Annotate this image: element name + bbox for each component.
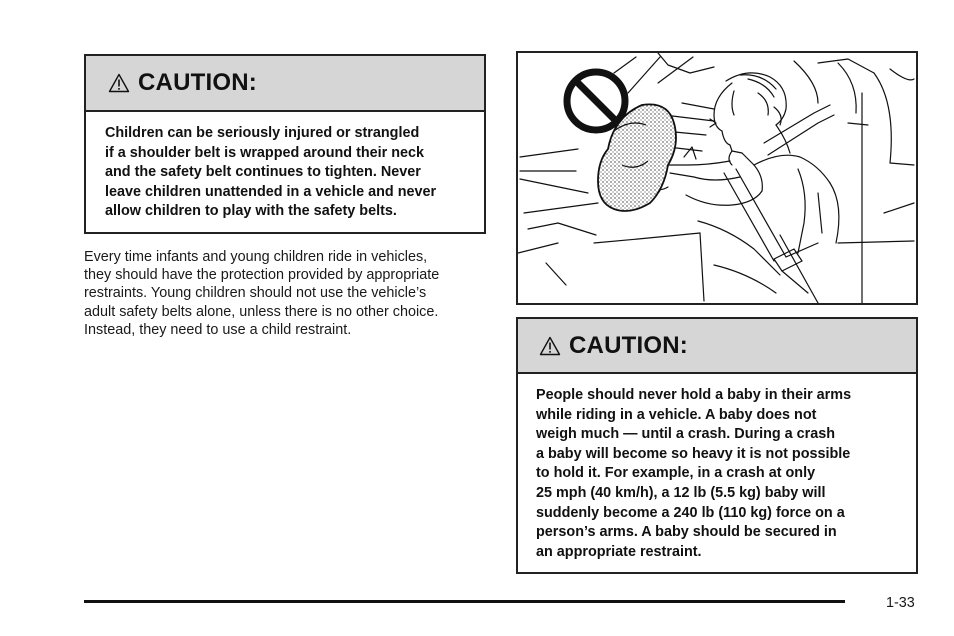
caution-line: a baby will become so heavy it is not possible [536,445,851,462]
body-paragraph [84,248,486,339]
paragraph-line: Every time infants and young children ride in vehicles, [84,249,428,265]
caution-text [518,374,916,562]
caution-line: person’s arms. A baby should be secured in [536,524,837,541]
caution-line: if a shoulder belt is wrapped around their neck [105,144,425,161]
line-art-drawing [518,53,916,303]
caution-line: and the safety belt continues to tighten. Never [105,164,421,181]
caution-line: weigh much — until a crash. During a crash [536,426,836,443]
page-number: 1-33 [886,595,915,611]
paragraph-line: they should have the protection provided by appropriate [84,267,440,284]
caution-line: allow children to play with the safety belts. [105,203,397,220]
caution-line: Children can be seriously injured or strangled [105,125,420,141]
caution-box-holding-baby [516,317,918,574]
caution-line: suddenly become a 240 lb (110 kg) force on a [536,504,845,521]
paragraph-line: Instead, they need to use a child restraint. [84,321,352,338]
caution-line: an appropriate restraint. [536,543,702,560]
warning-triangle-icon [539,336,561,356]
paragraph-line: restraints. Young children should not use the vehicle’s [84,285,427,302]
caution-line: leave children unattended in a vehicle and never [105,183,437,200]
baby-bundle [598,104,676,211]
caution-title: CAUTION: [138,69,257,96]
caution-header [86,56,484,112]
prohibited-icon [567,72,625,130]
warning-triangle-icon [108,73,130,93]
caution-line: while riding in a vehicle. A baby does not [536,406,817,423]
caution-line: 25 mph (40 km/h), a 12 lb (5.5 kg) baby will [536,484,826,501]
caution-line: to hold it. For example, in a crash at only [536,465,816,482]
footer-rule [84,600,845,603]
caution-line: People should never hold a baby in their arms [536,387,852,403]
paragraph-line: adult safety belts alone, unless there is no other choice. [84,303,439,320]
caution-text [86,112,484,222]
caution-header [518,319,916,374]
caution-title: CAUTION: [569,331,688,359]
caution-box-seat-belt [84,54,486,234]
illustration-holding-baby [516,51,918,305]
